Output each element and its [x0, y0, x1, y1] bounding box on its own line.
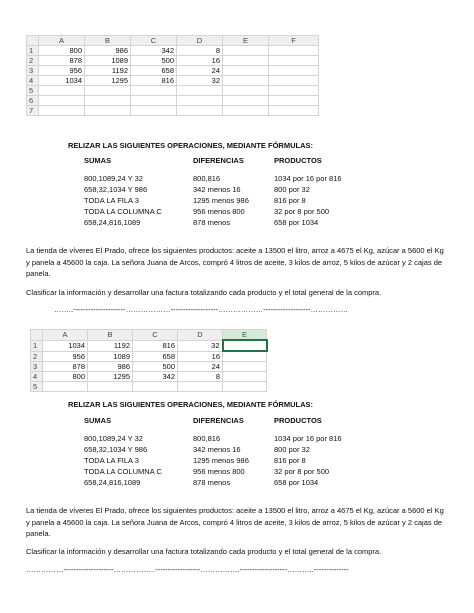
producto-item: 1034 por 16 por 816 [274, 434, 342, 443]
cell[interactable] [269, 56, 319, 66]
cell[interactable] [177, 96, 223, 106]
column-header-row [27, 36, 319, 46]
cell[interactable] [39, 96, 85, 106]
row-header[interactable]: 4 [31, 372, 43, 382]
cell[interactable]: 1089 [88, 351, 133, 362]
cell[interactable] [178, 382, 223, 392]
table-row [27, 96, 319, 106]
cell[interactable] [223, 46, 269, 56]
table-row [27, 106, 319, 116]
cell[interactable]: 800 [39, 46, 85, 56]
cell[interactable]: 878 [39, 56, 85, 66]
cell[interactable] [177, 106, 223, 116]
cell[interactable]: 986 [88, 362, 133, 372]
table-row [31, 372, 267, 382]
cell[interactable] [85, 86, 131, 96]
cell[interactable] [223, 382, 267, 392]
diferencia-item: 342 menos 16 [193, 445, 241, 454]
spreadsheet-2 [30, 329, 268, 392]
cell[interactable]: 500 [133, 362, 178, 372]
sumas-header: SUMAS [84, 156, 112, 165]
row-header[interactable]: 3 [31, 362, 43, 372]
producto-item: 1034 por 16 por 816 [274, 174, 342, 183]
row-header[interactable]: 3 [27, 66, 39, 76]
cell[interactable] [223, 86, 269, 96]
cell[interactable] [43, 382, 88, 392]
suma-item: TODA LA FILA 3 [84, 196, 139, 205]
diferencia-item: 956 menos 800 [193, 467, 245, 476]
diferencia-item: 800,816 [193, 174, 221, 183]
corner-cell[interactable] [31, 330, 43, 341]
diferencias-header: DIFERENCIAS [193, 416, 244, 425]
diferencia-item: 878 menos [193, 478, 231, 487]
cell[interactable]: 24 [177, 66, 223, 76]
producto-item: 816 por 8 [274, 196, 306, 205]
cell[interactable] [269, 76, 319, 86]
answer-line: ……………--------------------……………..------------------…………….-------------------………..-------------- [26, 565, 349, 574]
column-header[interactable]: D [178, 330, 223, 341]
cell[interactable]: 1192 [85, 66, 131, 76]
cell[interactable] [39, 106, 85, 116]
suma-item: 658,32,1034 Y 986 [84, 445, 148, 454]
column-header[interactable]: E [223, 36, 269, 46]
cell[interactable] [39, 86, 85, 96]
diferencia-item: 1295 menos 986 [193, 456, 249, 465]
suma-item: TODA LA FILA 3 [84, 456, 139, 465]
diferencia-item: 878 menos [193, 218, 231, 227]
cell[interactable]: 32 [177, 76, 223, 86]
diferencia-item: 800,816 [193, 434, 221, 443]
cell[interactable]: 956 [43, 351, 88, 362]
cell[interactable] [223, 96, 269, 106]
cell[interactable]: 1034 [43, 340, 88, 351]
cell[interactable] [223, 56, 269, 66]
suma-item: 658,24,816,1089 [84, 218, 141, 227]
cell[interactable]: 16 [178, 351, 223, 362]
diferencia-item: 956 menos 800 [193, 207, 245, 216]
cell[interactable]: 8 [178, 372, 223, 382]
suma-item: 800,1089,24 Y 32 [84, 174, 143, 183]
row-header[interactable]: 4 [27, 76, 39, 86]
operations-heading: RELIZAR LAS SIGUIENTES OPERACIONES, MEDIANTE FÓRMULAS: [68, 141, 314, 150]
column-header-row [31, 330, 267, 341]
cell[interactable] [269, 66, 319, 76]
cell[interactable] [131, 106, 177, 116]
cell[interactable] [223, 372, 267, 382]
table-row [27, 46, 319, 56]
table-row [27, 86, 319, 96]
column-header[interactable]: B [88, 330, 133, 341]
instruction-paragraph: Clasificar la información y desarrollar una factura totalizando cada producto y el total general de la compra. [26, 547, 382, 556]
spreadsheet-1 [26, 35, 319, 116]
cell[interactable] [269, 96, 319, 106]
column-header[interactable]: C [133, 330, 178, 341]
cell[interactable] [223, 351, 267, 362]
answer-line: ……..---------------------………………-------------------………………-------------------…………… [54, 305, 349, 314]
row-header[interactable]: 5 [27, 86, 39, 96]
producto-item: 32 por 8 por 500 [274, 207, 330, 216]
column-header[interactable]: B [85, 36, 131, 46]
cell[interactable]: 956 [39, 66, 85, 76]
cell[interactable] [88, 382, 133, 392]
producto-item: 658 por 1034 [274, 478, 319, 487]
cell[interactable] [269, 46, 319, 56]
sumas-header: SUMAS [84, 416, 112, 425]
cell[interactable]: 1295 [85, 76, 131, 86]
cell[interactable] [223, 76, 269, 86]
column-header[interactable]: A [39, 36, 85, 46]
cell[interactable] [269, 86, 319, 96]
table-row [27, 66, 319, 76]
producto-item: 800 por 32 [274, 185, 310, 194]
cell[interactable]: 32 [178, 340, 223, 351]
cell[interactable] [85, 106, 131, 116]
cell[interactable] [223, 106, 269, 116]
cell[interactable] [269, 106, 319, 116]
diferencia-item: 1295 menos 986 [193, 196, 249, 205]
row-header[interactable]: 1 [27, 46, 39, 56]
producto-item: 658 por 1034 [274, 218, 319, 227]
table-row [31, 382, 267, 392]
cell[interactable]: 16 [177, 56, 223, 66]
table-row [31, 362, 267, 372]
column-header[interactable]: A [43, 330, 88, 341]
problem-paragraph: La tienda de víveres El Prado, ofrece los siguientes productos: aceite a 13500 el litro, arroz a 4675 el Kg, azúcar a 5600 el Kg y panela a 45600 la caja. La señora Juana de Arcos, compró 4 litros de aceite, 3 kilos de arroz, 5 kilos de azúcar y 2 cajas de panela. [26, 506, 444, 538]
table-row [27, 76, 319, 86]
table-row [31, 351, 267, 362]
cell[interactable]: 658 [133, 351, 178, 362]
row-header[interactable]: 2 [27, 56, 39, 66]
cell[interactable]: 342 [131, 46, 177, 56]
column-header[interactable]: D [177, 36, 223, 46]
cell[interactable] [131, 86, 177, 96]
row-header[interactable]: 5 [31, 382, 43, 392]
row-header[interactable]: 1 [31, 340, 43, 351]
cell[interactable]: 800 [43, 372, 88, 382]
suma-item: 658,24,816,1089 [84, 478, 141, 487]
cell[interactable]: 342 [133, 372, 178, 382]
corner-cell[interactable] [27, 36, 39, 46]
producto-item: 816 por 8 [274, 456, 306, 465]
producto-item: 800 por 32 [274, 445, 310, 454]
column-header[interactable]: C [131, 36, 177, 46]
cell[interactable]: 1089 [85, 56, 131, 66]
cell[interactable]: 500 [131, 56, 177, 66]
instruction-paragraph: Clasificar la información y desarrollar una factura totalizando cada producto y el total general de la compra. [26, 288, 382, 297]
cell[interactable] [85, 96, 131, 106]
cell[interactable]: 1034 [39, 76, 85, 86]
operations-heading: RELIZAR LAS SIGUIENTES OPERACIONES, MEDIANTE FÓRMULAS: [68, 400, 314, 409]
cell[interactable] [133, 382, 178, 392]
cell[interactable] [177, 86, 223, 96]
cell[interactable]: 816 [131, 76, 177, 86]
cell[interactable]: 816 [133, 340, 178, 351]
diferencia-item: 342 menos 16 [193, 185, 241, 194]
cell[interactable]: 658 [131, 66, 177, 76]
cell[interactable]: 8 [177, 46, 223, 56]
suma-item: TODA LA COLUMNA C [84, 467, 162, 476]
productos-header: PRODUCTOS [274, 416, 322, 425]
diferencias-header: DIFERENCIAS [193, 156, 244, 165]
cell[interactable]: 986 [85, 46, 131, 56]
cell[interactable]: 1192 [88, 340, 133, 351]
suma-item: TODA LA COLUMNA C [84, 207, 162, 216]
cell[interactable] [223, 66, 269, 76]
producto-item: 32 por 8 por 500 [274, 467, 330, 476]
cell[interactable] [223, 362, 267, 372]
cell[interactable]: 1295 [88, 372, 133, 382]
row-header[interactable]: 2 [31, 351, 43, 362]
column-header[interactable]: F [269, 36, 319, 46]
table-row [31, 340, 267, 351]
column-header-selected[interactable]: E [223, 330, 267, 341]
row-header[interactable]: 6 [27, 96, 39, 106]
row-header[interactable]: 7 [27, 106, 39, 116]
active-cell[interactable] [223, 340, 267, 351]
cell[interactable]: 878 [43, 362, 88, 372]
problem-paragraph: La tienda de víveres El Prado, ofrece los siguientes productos: aceite a 13500 el litro, arroz a 4675 el Kg, azúcar a 5600 el Kg y panela a 45600 la caja. La señora Juana de Arcos, compró 4 litros de aceite, 3 kilos de arroz, 5 kilos de azúcar y 2 cajas de panela. [26, 246, 444, 278]
table-row [27, 56, 319, 66]
cell[interactable] [131, 96, 177, 106]
productos-header: PRODUCTOS [274, 156, 322, 165]
cell[interactable]: 24 [178, 362, 223, 372]
suma-item: 658,32,1034 Y 986 [84, 185, 148, 194]
suma-item: 800,1089,24 Y 32 [84, 434, 143, 443]
